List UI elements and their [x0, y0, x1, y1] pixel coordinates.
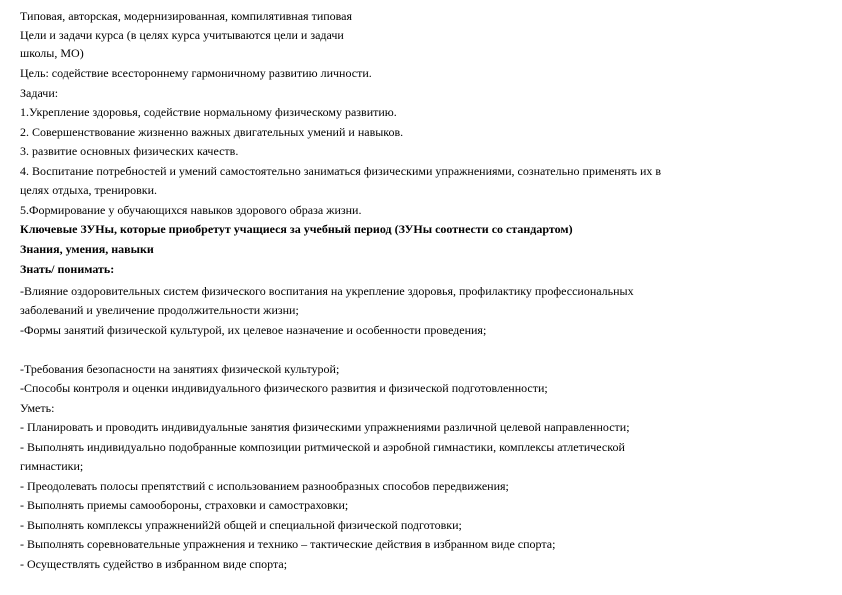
- text-line: -Способы контроля и оценки индивидуального физического развития и физической подготовленности;: [20, 381, 548, 395]
- text-line: -Требования безопасности на занятиях физической культурой;: [20, 362, 340, 376]
- text-line: 1.Укрепление здоровья, содействие нормальному физическому развитию.: [20, 105, 397, 119]
- section-heading: Знать/ понимать:: [20, 262, 115, 276]
- text-line: - Преодолевать полосы препятствий с использованием разнообразных способов передвижения;: [20, 479, 509, 493]
- section-heading: Ключевые ЗУНы, которые приобретут учащиеся за учебный период (ЗУНы соотнести со стандартом): [20, 222, 573, 236]
- text-line: гимнастики;: [20, 459, 84, 473]
- text-line: - Выполнять соревновательные упражнения и технико – тактические действия в избранном виде спорта;: [20, 537, 556, 551]
- text-line: заболеваний и увеличение продолжительности жизни;: [20, 303, 299, 317]
- text-line: 5.Формирование у обучающихся навыков здорового образа жизни.: [20, 203, 362, 217]
- text-line: школы, МО): [20, 46, 84, 60]
- text-line: - Планировать и проводить индивидуальные занятия физическими упражнениями различной целевой направленности;: [20, 420, 630, 434]
- text-line: Цель: содействие всестороннему гармоничному развитию личности.: [20, 66, 372, 80]
- text-line: целях отдыха, тренировки.: [20, 183, 157, 197]
- text-line: Задачи:: [20, 86, 59, 100]
- text-line: - Выполнять индивидуально подобранные композиции ритмической и аэробной гимнастики, комплексы атлетической: [20, 440, 625, 454]
- text-line: Уметь:: [20, 401, 55, 415]
- text-line: - Выполнять комплексы упражнений2й общей и специальной физической подготовки;: [20, 518, 462, 532]
- text-line: Типовая, авторская, модернизированная, компилятивная типовая: [20, 9, 353, 23]
- text-line: -Формы занятий физической культурой, их целевое назначение и особенности проведения;: [20, 323, 487, 337]
- text-line: 3. развитие основных физических качеств.: [20, 144, 239, 158]
- text-line: - Выполнять приемы самообороны, страховки и самостраховки;: [20, 498, 349, 512]
- text-line: Цели и задачи курса (в целях курса учитываются цели и задачи: [20, 28, 344, 42]
- text-line: -Влияние оздоровительных систем физического воспитания на укрепление здоровья, профилактику профессиональных: [20, 284, 634, 298]
- text-line: 4. Воспитание потребностей и умений самостоятельно заниматься физическими упражнениями, сознательно применять их в: [20, 164, 662, 178]
- section-heading: Знания, умения, навыки: [20, 242, 154, 256]
- text-line: - Осуществлять судейство в избранном виде спорта;: [20, 557, 288, 571]
- text-line: 2. Совершенствование жизненно важных двигательных умений и навыков.: [20, 125, 404, 139]
